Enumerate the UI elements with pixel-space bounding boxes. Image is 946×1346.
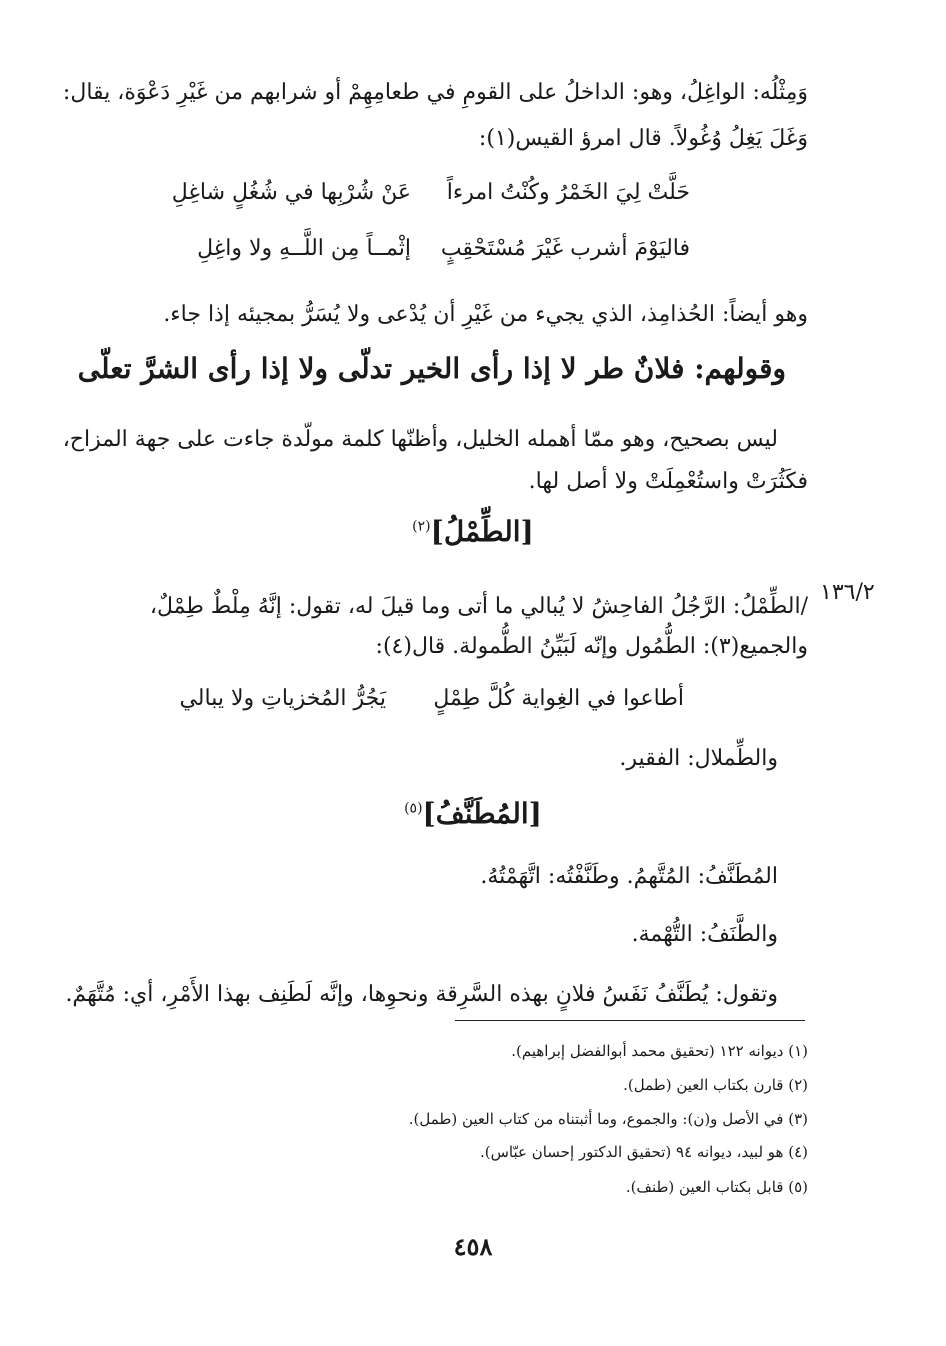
verse-hemistich: يَجُرُّ المُخزياتِ ولا يبالي — [179, 686, 386, 711]
footnote-marker: (٥) — [404, 800, 423, 817]
paragraph-line: المُطَنَّفُ: المُتَّهمُ. وطَنَّفْتُه: اتَّهَمْتُهُ. — [480, 864, 778, 889]
section-title — [0, 797, 946, 830]
paragraph-line: وَغَلَ يَغِلُ وُغُولاً. قال امرؤ القيس(١): — [478, 126, 808, 151]
paragraph-line: وَمِثْلُه: الواغِلُ، وهو: الداخلُ على القومِ في طعامِهِمْ أو شرابهم من غَيْرِ دَعْوَة، يقال: — [62, 80, 808, 105]
paragraph-line: وهو أيضاً: الحُذامِذ، الذي يجيء من غَيْرِ أن يُدْعى ولا يُسَرُّ بمجيئه إذا جاء. — [163, 302, 808, 327]
page-number: ٤٥٨ — [453, 1232, 493, 1261]
verse-hemistich: حَلَّتْ لِيَ الخَمْرُ وكُنْتُ امرءاً — [446, 180, 690, 205]
paragraph-line: والجميع(٣): الطُّمُول وإنّه لَبَيِّنُ الطُّمولة. قال(٤): — [375, 634, 808, 659]
paragraph-line: والطَّنَفُ: التُّهْمة. — [631, 922, 778, 947]
footnote-rule — [455, 1020, 805, 1021]
footnote-marker: (٢) — [412, 518, 431, 535]
footnote: (٤) هو لبيد، ديوانه ٩٤ (تحقيق الدكتور إحسان عبّاس). — [479, 1143, 808, 1161]
footnote: (٢) قارن بكتاب العين (طمل). — [623, 1076, 808, 1094]
footnote: (١) ديوانه ١٢٢ (تحقيق محمد أبوالفضل إبراهيم). — [511, 1042, 808, 1060]
verse-hemistich: إثْمــاً مِن اللَّــهِ ولا واغِلِ — [197, 236, 411, 261]
margin-reference: ١٣٦/٢ — [820, 580, 875, 605]
verse-hemistich: عَنْ شُرْبِها في شُغُلٍ شاغِلِ — [171, 180, 411, 205]
paragraph-line: /الطِّمْلُ: الرَّجُلُ الفاحِشُ لا يُبالي ما أتى وما قيلَ له، تقول: إنَّهُ مِلْطٌ طِمْلٌ، — [149, 594, 808, 619]
section-title — [0, 515, 946, 548]
footnote: (٣) في الأصل و(ن): والجموع، وما أثبتناه من كتاب العين (طمل). — [408, 1110, 808, 1128]
footnote: (٥) قابل بكتاب العين (طنف). — [625, 1178, 808, 1196]
section-title-text: [المُطَنَّفُ] — [422, 797, 542, 830]
verse-hemistich: فاليَوْمَ أشرب غَيْرَ مُسْتَحْقِبٍ — [440, 236, 690, 261]
paragraph-line: وتقول: يُطَنَّفُ نَفَسُ فلانٍ بهذه السَّرِقة ونحوِها، وإنَّه لَطَنِف بهذا الأَمْرِ، أي: مُتَّهَمٌ. — [65, 982, 778, 1007]
verse-hemistich: أطاعوا في الغِواية كُلَّ طِمْلٍ — [433, 686, 684, 711]
section-title-text: [الطِّمْلُ] — [430, 515, 534, 548]
paragraph-line: فكَثُرَتْ واستُعْمِلَتْ ولا أصل لها. — [528, 469, 808, 494]
entry-heading: وقولهم: فلانٌ طر لا إذا رأى الخير تدلّى ولا إذا رأى الشرَّ تعلّى — [77, 352, 786, 385]
paragraph-line: والطِّملال: الفقير. — [619, 746, 778, 771]
paragraph-line: ليس بصحيح، وهو ممّا أهمله الخليل، وأظنّها كلمة مولّدة جاءت على جهة المزاح، — [62, 427, 778, 452]
